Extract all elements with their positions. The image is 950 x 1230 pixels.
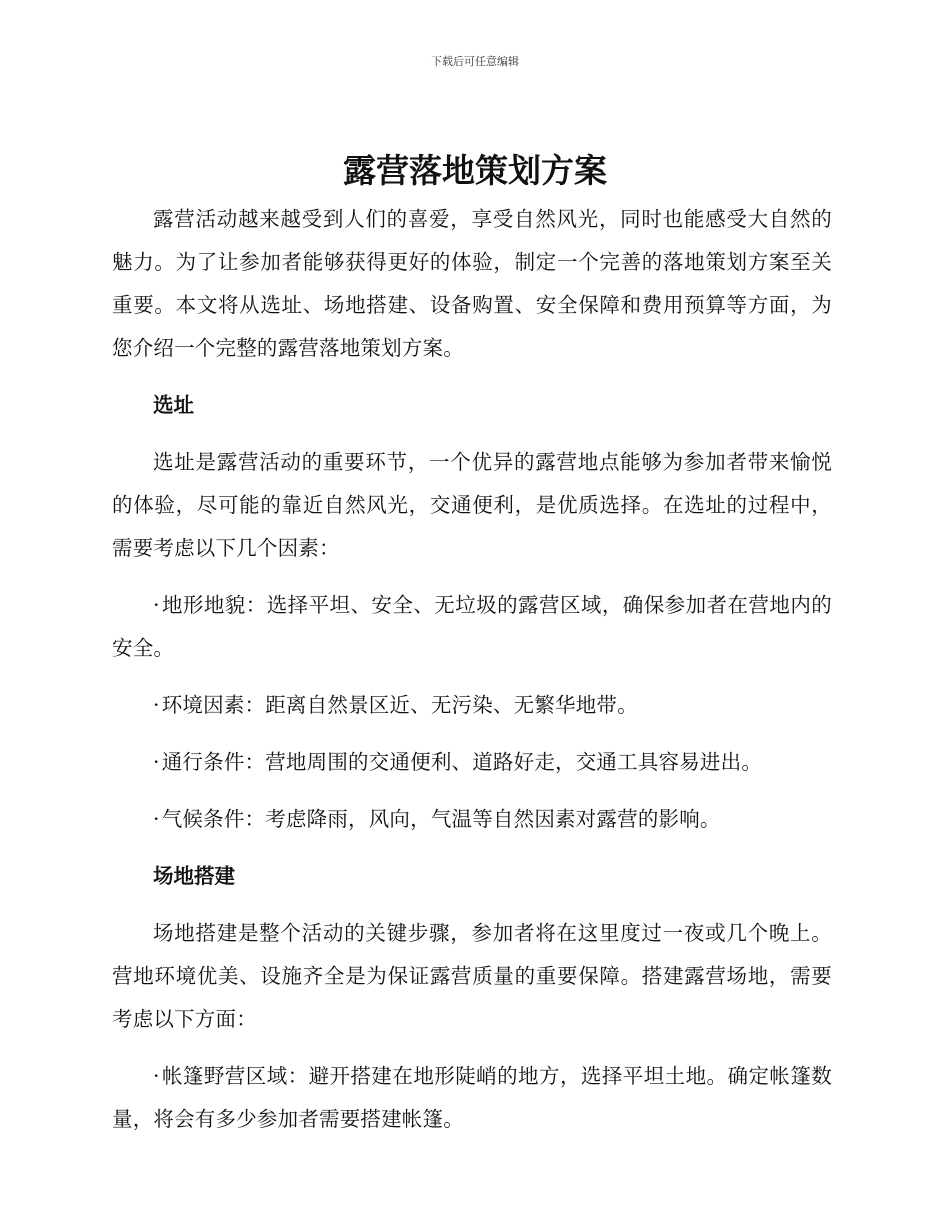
- bullet-item-tent-area: [112, 1055, 832, 1141]
- page-header-note: 下载后可任意编辑: [431, 55, 519, 68]
- bullet-text: 环境因素：距离自然景区近、无污染、无繁华地带。: [161, 693, 638, 717]
- bullet-mark: ·: [153, 750, 160, 774]
- site-setup-paragraph: 场地搭建是整个活动的关键步骤，参加者将在这里度过一夜或几个晚上。营地环境优美、设施齐全是为保证露营质量的重要保障。搭建露营场地，需要考虑以下方面：: [112, 921, 832, 1031]
- bullet-text: 地形地貌：选择平坦、安全、无垃圾的露营区域，确保参加者在营地内的安全。: [112, 593, 832, 660]
- bullet-text: 气候条件：考虑降雨，风向，气温等自然因素对露营的影响。: [161, 807, 721, 831]
- bullet-text: 帐篷野营区域：避开搭建在地形陡峭的地方，选择平坦土地。确定帐篷数量，将会有多少参加者需要搭建帐篷。: [112, 1064, 832, 1131]
- bullet-item-environment: [112, 684, 832, 727]
- bullet-item-access: [112, 741, 832, 784]
- document-body: [112, 198, 832, 1155]
- bullet-mark: ·: [153, 593, 160, 617]
- bullet-mark: ·: [153, 1064, 160, 1088]
- bullet-mark: ·: [153, 693, 160, 717]
- section-heading-site-selection: 选址: [153, 393, 194, 417]
- intro-paragraph: 露营活动越来越受到人们的喜爱，享受自然风光，同时也能感受大自然的魅力。为了让参加者能够获得更好的体验，制定一个完善的落地策划方案至关重要。本文将从选址、场地搭建、设备购置、安全保障和费用预算等方面，为您介绍一个完整的露营落地策划方案。: [112, 207, 832, 360]
- bullet-mark: ·: [153, 807, 160, 831]
- section-heading-site-setup: 场地搭建: [153, 864, 235, 888]
- site-selection-paragraph: 选址是露营活动的重要环节，一个优异的露营地点能够为参加者带来愉悦的体验，尽可能的靠近自然风光，交通便利，是优质选择。在选址的过程中，需要考虑以下几个因素：: [112, 450, 832, 560]
- bullet-item-climate: [112, 798, 832, 841]
- bullet-item-terrain: [112, 584, 832, 670]
- bullet-text: 通行条件：营地周围的交通便利、道路好走，交通工具容易进出。: [161, 750, 763, 774]
- document-title: 露营落地策划方案: [343, 151, 607, 190]
